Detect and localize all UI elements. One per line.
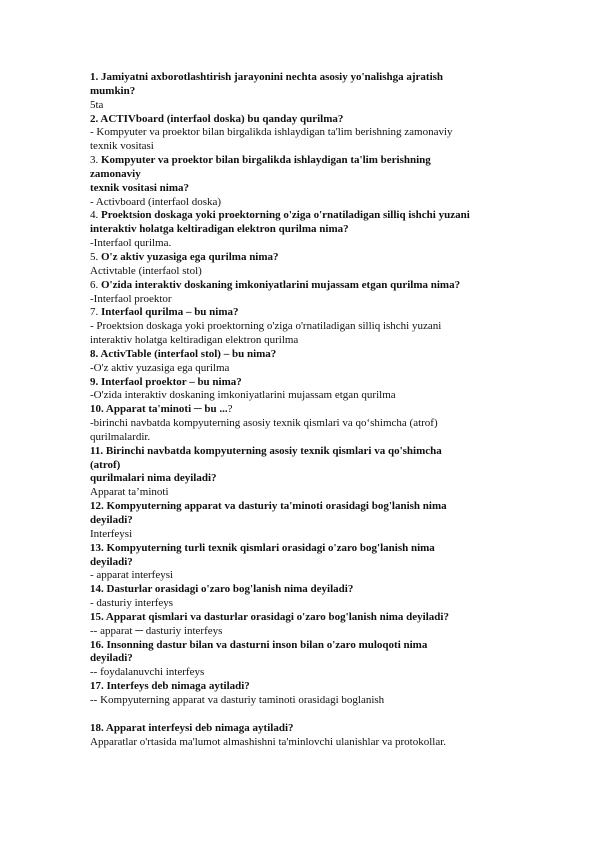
question-line bbox=[90, 154, 510, 168]
question-line bbox=[90, 85, 510, 99]
answer-line: Apparatlar o'rtasida ma'lumot almashishni ta'minlovchi ulanishlar va protokollar. bbox=[90, 735, 447, 748]
question-number: 5. bbox=[90, 250, 99, 263]
qa-item bbox=[90, 376, 510, 404]
question-line bbox=[90, 583, 510, 597]
question-line bbox=[90, 542, 510, 556]
question-text: mumkin? bbox=[90, 84, 136, 97]
question-text: 11. Birinchi navbatda kompyuterning asosiy texnik qismlari va qo'shimcha bbox=[90, 444, 442, 457]
question-text: 8. ActivTable (interfaol stol) – bu nima? bbox=[90, 347, 277, 360]
qa-item bbox=[90, 611, 510, 639]
question-line bbox=[90, 168, 510, 182]
answer-line: - Proektsion doskaga yoki proektorning o'ziga o'rnatiladigan silliq ishchi yuzani bbox=[90, 320, 442, 333]
question-text: O'z aktiv yuzasiga ega qurilma nima? bbox=[101, 250, 279, 263]
question-text: 9. Interfaol proektor – bu nima? bbox=[90, 375, 242, 388]
answer-line: - Kompyuter va proektor bilan birgalikda ishlaydigan ta'lim berishning zamonaviy bbox=[90, 126, 453, 139]
question-line bbox=[90, 639, 510, 653]
answer-line: - apparat interfeysi bbox=[90, 569, 174, 582]
question-line bbox=[90, 113, 510, 127]
answer-line: -Interfaol qurilma. bbox=[90, 237, 172, 250]
qa-item bbox=[90, 251, 510, 279]
qa-item bbox=[90, 154, 510, 209]
qa-item bbox=[90, 500, 510, 542]
question-line bbox=[90, 223, 510, 237]
question-line bbox=[90, 514, 510, 528]
question-text: 2. ACTIVboard (interfaol doska) bu qanday qurilma? bbox=[90, 112, 344, 125]
qa-item bbox=[90, 279, 510, 307]
qa-item bbox=[90, 113, 510, 155]
question-text: deyiladi? bbox=[90, 652, 133, 665]
question-text: 18. Apparat interfeysi deb nimaga aytiladi? bbox=[90, 721, 294, 734]
question-text: 12. Kompyuterning apparat va dasturiy ta'minoti orasidagi bog'lanish nima bbox=[90, 500, 447, 513]
question-text: 10. Apparat ta'minoti ─ bu ... bbox=[90, 403, 228, 416]
qa-item bbox=[90, 583, 510, 611]
answer-line: -O'zida interaktiv doskaning imkoniyatlarini mujassam etgan qurilma bbox=[90, 389, 396, 402]
answer-line: texnik vositasi bbox=[90, 140, 154, 153]
question-tail: ? bbox=[227, 403, 233, 416]
qa-item bbox=[90, 542, 510, 584]
question-line bbox=[90, 403, 510, 417]
question-text: qurilmalari nima deyiladi? bbox=[90, 472, 217, 485]
question-text: 14. Dasturlar orasidagi o'zaro bog'lanish nima deyiladi? bbox=[90, 583, 354, 596]
question-text: 1. Jamiyatni axborotlashtirish jarayonini nechta asosiy yo'nalishga ajratish bbox=[90, 71, 444, 83]
question-text: texnik vositasi nima? bbox=[90, 181, 190, 194]
question-line bbox=[90, 472, 510, 486]
question-number: 4. bbox=[90, 209, 99, 222]
question-text: 13. Kompyuterning turli texnik qismlari orasidagi o'zaro bog'lanish nima bbox=[90, 541, 435, 554]
question-text: O'zida interaktiv doskaning imkoniyatlarini mujassam etgan qurilma nima? bbox=[101, 278, 461, 291]
question-number: 6. bbox=[90, 278, 99, 291]
answer-line: -birinchi navbatda kompyuterning asosiy texnik qismlari va qo‘shimcha (atrof) bbox=[90, 417, 438, 430]
question-text: (atrof) bbox=[90, 458, 121, 471]
question-line bbox=[90, 279, 510, 293]
answer-line: -- foydalanuvchi interfeys bbox=[90, 666, 205, 679]
question-line bbox=[90, 459, 510, 473]
answer-line: Activtable (interfaol stol) bbox=[90, 264, 202, 277]
question-line bbox=[90, 611, 510, 625]
qa-item bbox=[90, 639, 510, 681]
answer-line: -O'z aktiv yuzasiga ega qurilma bbox=[90, 361, 230, 374]
answer-line: qurilmalardir. bbox=[90, 430, 151, 443]
question-answer-list bbox=[90, 71, 510, 749]
question-number: 3. bbox=[90, 154, 99, 167]
question-line bbox=[90, 652, 510, 666]
question-line bbox=[90, 209, 510, 223]
qa-item bbox=[90, 722, 510, 750]
answer-line: -Interfaol proektor bbox=[90, 292, 172, 305]
qa-item bbox=[90, 680, 510, 722]
question-line bbox=[90, 722, 510, 736]
question-line bbox=[90, 306, 510, 320]
answer-line: Interfeysi bbox=[90, 527, 133, 540]
answer-line: 5ta bbox=[90, 98, 104, 111]
qa-item bbox=[90, 209, 510, 251]
question-number: 7. bbox=[90, 306, 99, 319]
answer-line: - Activboard (interfaol doska) bbox=[90, 195, 222, 208]
question-line bbox=[90, 182, 510, 196]
question-line bbox=[90, 376, 510, 390]
question-text: deyiladi? bbox=[90, 555, 133, 568]
question-line bbox=[90, 556, 510, 570]
question-line bbox=[90, 445, 510, 459]
answer-line: Apparat ta’minoti bbox=[90, 486, 169, 499]
question-line bbox=[90, 251, 510, 265]
qa-item bbox=[90, 348, 510, 376]
question-text: 15. Apparat qismlari va dasturlar orasidagi o'zaro bog'lanish nima deyiladi? bbox=[90, 610, 449, 623]
answer-line: - dasturiy interfeys bbox=[90, 597, 174, 610]
question-text: zamonaviy bbox=[90, 167, 141, 180]
question-line bbox=[90, 348, 510, 362]
qa-item bbox=[90, 71, 510, 113]
answer-line: -- apparat ─ dasturiy interfeys bbox=[90, 624, 223, 637]
qa-item bbox=[90, 306, 510, 348]
question-text: Interfaol qurilma – bu nima? bbox=[101, 306, 239, 319]
answer-line: interaktiv holatga keltiradigan elektron qurilma bbox=[90, 334, 299, 347]
qa-item bbox=[90, 445, 510, 500]
question-line bbox=[90, 71, 510, 85]
question-text: 17. Interfeys deb nimaga aytiladi? bbox=[90, 680, 250, 693]
question-line bbox=[90, 680, 510, 694]
blank-line bbox=[90, 708, 510, 722]
question-line bbox=[90, 500, 510, 514]
question-text: 16. Insonning dastur bilan va dasturni inson bilan o'zaro muloqoti nima bbox=[90, 638, 428, 651]
question-text: interaktiv holatga keltiradigan elektron qurilma nima? bbox=[90, 223, 349, 236]
qa-item bbox=[90, 403, 510, 445]
question-text: Proektsion doskaga yoki proektorning o'ziga o'rnatiladigan silliq ishchi yuzani bbox=[101, 209, 470, 222]
question-text: Kompyuter va proektor bilan birgalikda ishlaydigan ta'lim berishning bbox=[101, 154, 431, 167]
answer-line: -- Kompyuterning apparat va dasturiy taminoti orasidagi boglanish bbox=[90, 693, 385, 706]
question-text: deyiladi? bbox=[90, 514, 133, 526]
